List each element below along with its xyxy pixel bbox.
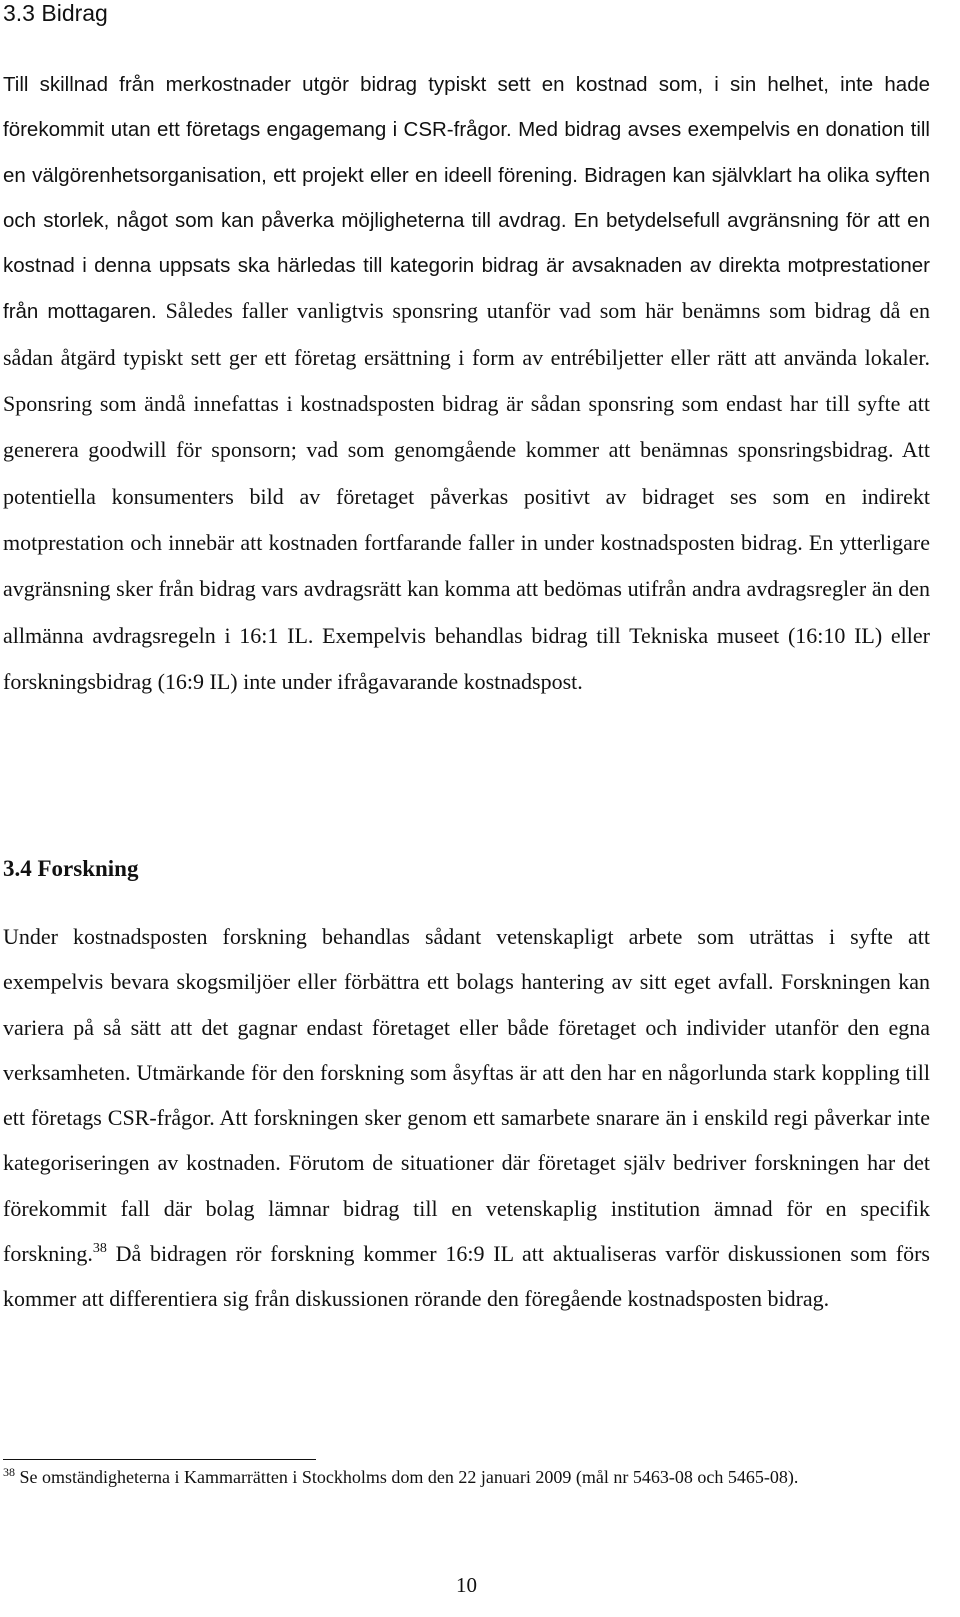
paragraph-forskning-part2: Då bidragen rör forskning kommer 16:9 IL att aktualiseras varför diskussionen som förs kommer att differentiera sig från diskussionen rörande den föregående kostnadsposten bidrag. <box>3 1241 930 1312</box>
section-heading-bidrag: 3.3 Bidrag <box>3 0 108 26</box>
footnote-text: Se omständigheterna i Kammarrätten i Stockholms dom den 22 januari 2009 (mål nr 5463-08 och 5465-08). <box>15 1467 799 1487</box>
section-heading-forskning: 3.4 Forskning <box>3 856 139 881</box>
page-number: 10 <box>456 1573 477 1597</box>
paragraph-forskning-part1: Under kostnadsposten forskning behandlas sådant vetenskapligt arbete som uträttas i syfte att exempelvis bevara skogsmiljöer eller förbättra ett bolags hantering av sitt eget avfall. Forskningen kan variera på så sätt att det gagnar endast företaget eller både företaget och individer utanför den egna verksamheten. Utmärkande för den forskning som åsyftas är att den har en någorlunda stark koppling till ett företags CSR-frågor. Att forskningen sker genom ett samarbete snarare än i enskild regi påverkar inte kategoriseringen av kostnaden. Förutom de situationer där företaget själv bedriver forskningen har det förekommit fall där bolag lämnar bidrag till en vetenskaplig institution ämnad för en specifik forskning. <box>3 924 930 1267</box>
footnote-number: 38 <box>3 1465 15 1479</box>
paragraph-bidrag-serif-part: Således faller vanligtvis sponsring utanför vad som här benämns som bidrag då en sådan åtgärd typiskt sett ger ett företag ersättning i form av entrébiljetter eller rätt att använda lokaler. Sponsring som ändå innefattas i kostnadsposten bidrag är sådan sponsring som endast har till syfte att generera goodwill för sponsorn; vad som genomgående kommer att benämnas sponsringsbidrag. Att potentiella konsumenters bild av företaget påverkas positivt av bidraget ses som en indirekt motprestation och innebär att kostnaden fortfarande faller in under kostnadsposten bidrag. En ytterligare avgränsning sker från bidrag vars avdragsrätt kan komma att bedömas utifrån andra avdragsregler än den allmänna avdragsregeln i 16:1 IL. Exempelvis behandlas bidrag till Tekniska museet (16:10 IL) eller forskningsbidrag (16:9 IL) inte under ifrågavarande kostnadspost. <box>3 298 930 694</box>
footnote-separator <box>3 1459 316 1460</box>
footnote-reference[interactable]: 38 <box>92 1241 107 1257</box>
footnote <box>3 1465 930 1490</box>
paragraph-bidrag-sans-part: Till skillnad från merkostnader utgör bidrag typiskt sett en kostnad som, i sin helhet, inte hade förekommit utan ett företags engagemang i CSR-frågor. Med bidrag avses exempelvis en donation till en välgörenhetsorganisation, ett projekt eller en ideell förening. Bidragen kan självklart ha olika syften och storlek, något som kan påverka möjligheterna till avdrag. En betydelsefull avgränsning för att en kostnad i denna uppsats ska härledas till kategorin bidrag är avsaknaden av direkta motprestationer från mottagaren. <box>3 73 930 324</box>
paragraph-forskning <box>3 914 930 1322</box>
paragraph-bidrag <box>3 62 930 705</box>
